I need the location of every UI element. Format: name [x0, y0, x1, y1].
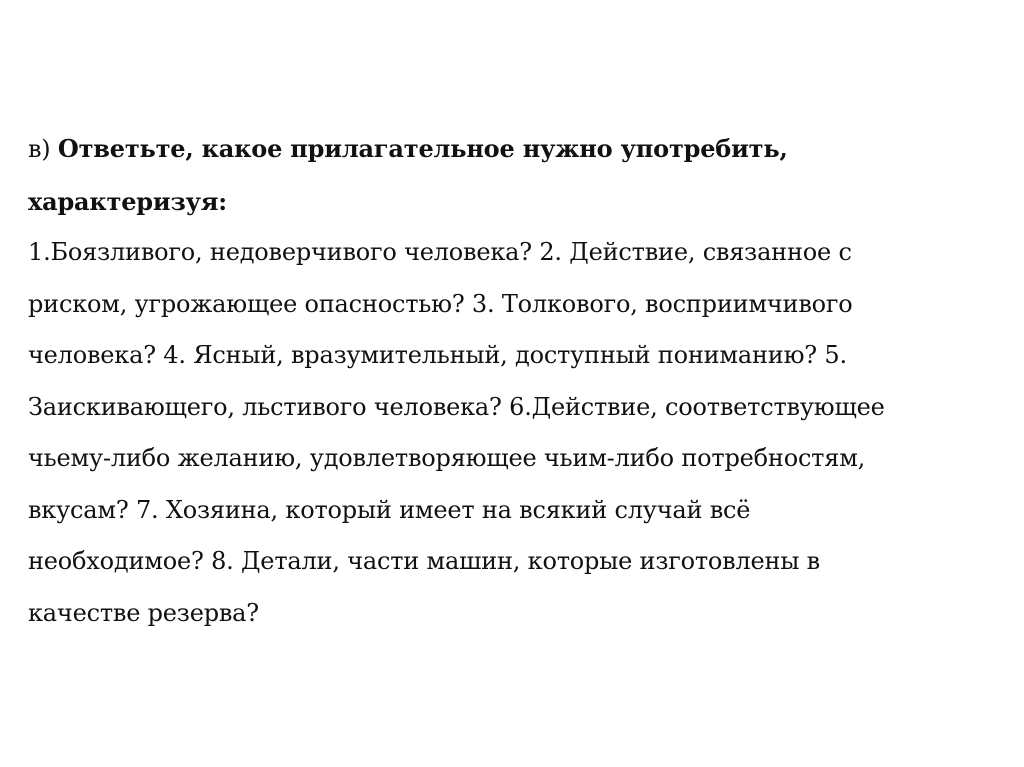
question-line: риском, угрожающее опасностью? 3. Толкового, восприимчивого [28, 289, 853, 318]
question-line: человека? 4. Ясный, вразумительный, доступный пониманию? 5. [28, 341, 847, 369]
task-text [28, 123, 988, 639]
task-instruction: Ответьте, какое прилагательное нужно употребить, [57, 134, 788, 163]
question-line: Заискивающего, льстивого человека? 6.Действие, соответствующее [28, 392, 885, 421]
task-heading-line-1 [28, 123, 988, 176]
question-line: необходимое? 8. Детали, части машин, которые изготовлены в [28, 547, 820, 575]
question-line: качестве резерва? [28, 598, 259, 627]
task-letter: в) [28, 135, 58, 163]
task-heading-line-2: характеризуя: [28, 186, 227, 216]
question-line: вкусам? 7. Хозяина, который имеет на всякий случай всё [28, 495, 751, 524]
question-line: чьему-либо желанию, удовлетворяющее чьим-либо потребностям, [28, 444, 866, 472]
question-line: 1.Боязливого, недоверчивого человека? 2. Действие, связанное с [28, 238, 852, 266]
